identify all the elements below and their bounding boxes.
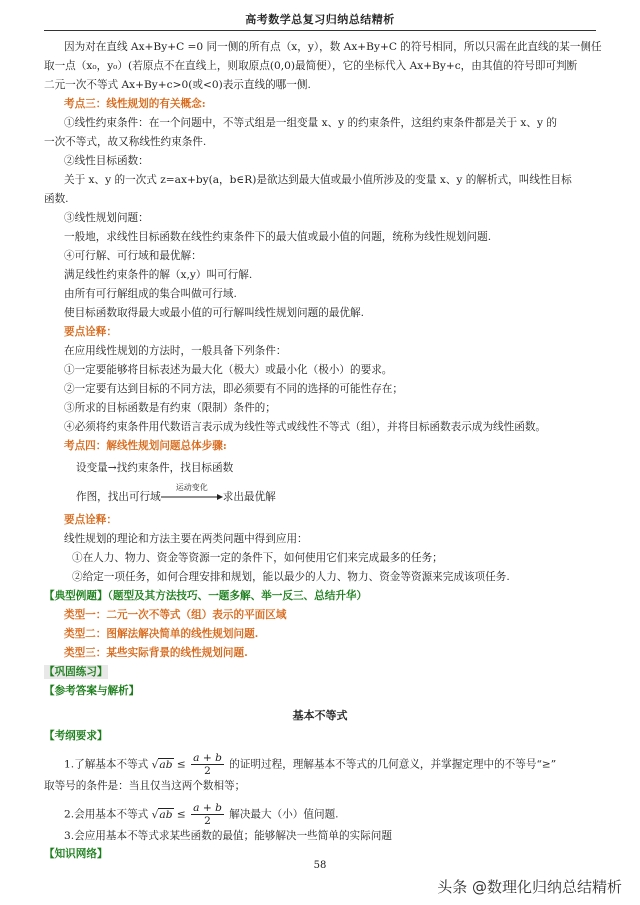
- requirement-1-line-a: [64, 752, 556, 777]
- concept-4-line-c: 使目标函数取得最大或最小值的可行解叫线性规划问题的最优解.: [64, 307, 364, 319]
- step-line-2: [76, 483, 276, 504]
- sqrt-radicand: ab: [159, 758, 173, 771]
- concept-3-line-a: 一般地，求线性目标函数在线性约束条件下的最大值或最小值的问题，统称为线性规划问题.: [64, 231, 492, 243]
- fraction-numerator-2: a + b: [193, 802, 222, 814]
- section-4-heading: 考点四：解线性规划问题总体步骤:: [64, 440, 227, 452]
- requirement-3-line: 3.会应用基本不等式求某些函数的最值；能够解决一些简单的实际问题: [64, 830, 392, 842]
- answers-heading: 【参考答案与解析】: [44, 685, 140, 697]
- page-header-title: 高考数学总复习归纳总结精析: [245, 13, 395, 26]
- sqrt-ab-formula-2: √ab: [151, 808, 173, 821]
- page-number: 58: [313, 860, 327, 871]
- note-1-line-b: ①一定要能够将目标表述为最大化（极大）或最小化（极小）的要求。: [64, 364, 393, 376]
- note-1-line-c: ②一定要有达到目标的不同方法，即必须要有不同的选择的可能性存在；: [64, 383, 403, 395]
- requirement-2-suffix: 解决最大（小）值问题.: [229, 808, 339, 821]
- fraction-a-plus-b-over-2: [191, 752, 224, 777]
- note-2-line-a: 线性规划的理论和方法主要在两类问题中得到应用：: [64, 533, 308, 545]
- concept-2-line-b: 函数.: [44, 193, 69, 205]
- step-2-text-a: 作图，找出可行域: [76, 491, 161, 503]
- examples-heading: 【典型例题】（题型及其方法技巧、一题多解、举一反三、总结升华）: [44, 590, 368, 602]
- practice-heading: 【巩固练习】: [44, 666, 108, 678]
- syllabus-heading: 【考纲要求】: [44, 730, 108, 742]
- concept-4-line-a: 满足线性约束条件的解（x,y）叫可行解.: [64, 269, 253, 281]
- concept-2-line-a: 关于 x、y 的一次式 z=ax+by(a，b∈R)是欲达到最大值或最小值所涉及的变量 x、y 的解析式，叫线性目标: [64, 174, 572, 186]
- watermark: 头条 @数理化归纳总结精析: [437, 878, 622, 896]
- leq-sign: ≤: [176, 758, 186, 771]
- concept-3-title: ③线性规划问题：: [64, 212, 149, 224]
- requirement-1-suffix: 的证明过程，理解基本不等式的几何意义，并掌握定理中的不等号“≥”: [229, 758, 557, 771]
- intro-line-2: 取一点（x₀，y₀）(若原点不在直线上，则取原点(0,0)最简便），它的坐标代入 Ax+By+c，由其值的符号即可判断: [44, 60, 578, 72]
- fraction-denominator-2: 2: [204, 815, 211, 827]
- example-type-1: 类型一：二元一次不等式（组）表示的平面区域: [64, 609, 287, 621]
- intro-line-3: 二元一次不等式 Ax+By+c>0(或<0)表示直线的哪一侧.: [44, 79, 311, 91]
- step-line-1: 设变量→找约束条件，找目标函数: [76, 462, 234, 474]
- concept-1-line-b: 一次不等式，故又称线性约束条件.: [44, 136, 207, 148]
- requirement-2-prefix: 2.会用基本不等式: [64, 808, 149, 821]
- arrow-label: 运动变化: [175, 483, 208, 492]
- note-1-line-e: ④必须将约束条件用代数语言表示成为线性等式或线性不等式（组），并将目标函数表示成为线性函数。: [64, 421, 547, 433]
- concept-1-line-a: ①线性约束条件：在一个问题中，不等式组是一组变量 x、y 的约束条件，这组约束条件都是关于 x、y 的: [64, 117, 557, 129]
- fraction-denominator: 2: [204, 765, 211, 777]
- note-1-line-d: ③所求的目标函数是有约束（限制）条件的；: [64, 402, 276, 414]
- requirement-1-prefix: 1.了解基本不等式: [64, 758, 149, 771]
- sqrt-ab-formula: √ab: [151, 758, 173, 771]
- transform-arrow: [161, 483, 223, 501]
- fraction-numerator: a + b: [193, 752, 222, 764]
- step-2-text-b: 求出最优解: [222, 491, 276, 503]
- fraction-a-plus-b-over-2-second: [191, 802, 224, 827]
- note-2-heading: 要点诠释：: [64, 514, 117, 526]
- concept-2-title: ②线性目标函数：: [64, 155, 149, 167]
- note-2-line-b: ①在人力、物力、资金等资源一定的条件下，如何使用它们来完成最多的任务；: [72, 552, 443, 564]
- section-3-heading: 考点三：线性规划的有关概念:: [64, 98, 206, 110]
- concept-4-title: ④可行解、可行域和最优解：: [64, 250, 202, 262]
- example-type-3: 类型三：某些实际背景的线性规划问题.: [64, 647, 248, 659]
- knowledge-network-heading: 【知识网络】: [44, 848, 108, 860]
- concept-4-line-b: 由所有可行解组成的集合叫做可行域.: [64, 288, 237, 300]
- header-rule: [44, 30, 596, 31]
- note-2-line-c: ②给定一项任务，如何合理安排和规划，能以最少的人力、物力、资金等资源来完成该项任务.: [72, 571, 510, 583]
- leq-sign-2: ≤: [176, 808, 186, 821]
- note-1-line-a: 在应用线性规划的方法时，一般具备下列条件：: [64, 345, 287, 357]
- example-type-2: 类型二：图解法解决简单的线性规划问题.: [64, 628, 259, 640]
- requirement-1-line-b: 取等号的条件是：当且仅当这两个数相等；: [44, 780, 246, 792]
- requirement-2-line: [64, 802, 339, 827]
- sqrt-radicand-2: ab: [159, 808, 173, 821]
- intro-line-1: 因为对在直线 Ax+By+C =0 同一侧的所有点（x，y），数 Ax+By+C 的符号相同，所以只需在此直线的某一侧任: [64, 41, 602, 53]
- section-title-basic-inequality: 基本不等式: [292, 709, 348, 722]
- note-1-heading: 要点诠释：: [64, 326, 117, 338]
